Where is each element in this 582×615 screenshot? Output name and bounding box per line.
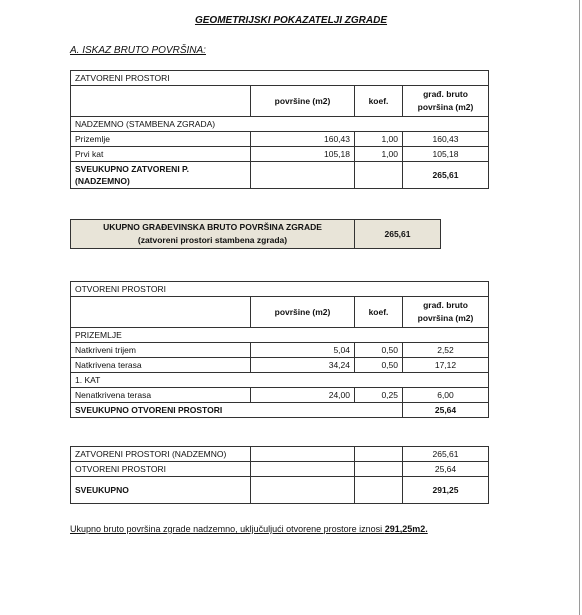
footer-text: Ukupno bruto površina zgrade nadzemno, uključuljući otvorene prostore iznosi bbox=[70, 524, 385, 534]
grand-total-label: SVEUKUPNO bbox=[71, 477, 251, 504]
closed-total-label: SVEUKUPNO ZATVORENI P. (NADZEMNO) bbox=[71, 162, 251, 189]
document-title: GEOMETRIJSKI POKAZATELJI ZGRADE bbox=[194, 15, 388, 26]
row-bruto: 17,12 bbox=[403, 358, 489, 373]
header-empty-cell bbox=[71, 297, 251, 328]
row-koef: 1,00 bbox=[355, 147, 403, 162]
row-value: 265,61 bbox=[403, 447, 489, 462]
open-total-value: 25,64 bbox=[403, 403, 489, 418]
empty-cell bbox=[355, 462, 403, 477]
table-row bbox=[71, 358, 489, 373]
group-nadzemno: NADZEMNO (STAMBENA ZGRADA) bbox=[71, 117, 489, 132]
row-value: 25,64 bbox=[403, 462, 489, 477]
row-koef: 1,00 bbox=[355, 132, 403, 147]
row-area: 160,43 bbox=[251, 132, 355, 147]
header-koef: koef. bbox=[355, 86, 403, 117]
empty-cell bbox=[251, 162, 355, 189]
row-area: 34,24 bbox=[251, 358, 355, 373]
row-area: 24,00 bbox=[251, 388, 355, 403]
row-bruto: 105,18 bbox=[403, 147, 489, 162]
group-1-kat: 1. KAT bbox=[71, 373, 489, 388]
summary-line-1: UKUPNO GRAĐEVINSKA BRUTO POVRŠINA ZGRADE bbox=[103, 222, 322, 232]
row-bruto: 160,43 bbox=[403, 132, 489, 147]
row-bruto: 2,52 bbox=[403, 343, 489, 358]
closed-spaces-table bbox=[70, 70, 489, 189]
open-total-label: SVEUKUPNO OTVORENI PROSTORI bbox=[71, 403, 403, 418]
table-row bbox=[71, 343, 489, 358]
empty-cell bbox=[251, 462, 355, 477]
row-name: Natkrivena terasa bbox=[71, 358, 251, 373]
row-bruto: 6,00 bbox=[403, 388, 489, 403]
grand-total-table bbox=[70, 446, 489, 504]
empty-cell bbox=[355, 162, 403, 189]
open-spaces-table bbox=[70, 281, 489, 418]
row-area: 5,04 bbox=[251, 343, 355, 358]
page-edge bbox=[579, 0, 580, 615]
row-name: OTVORENI PROSTORI bbox=[71, 462, 251, 477]
header-povrsine: površine (m2) bbox=[251, 297, 355, 328]
header-empty-cell bbox=[71, 86, 251, 117]
header-povrsine: površine (m2) bbox=[251, 86, 355, 117]
total-bruto-summary bbox=[70, 219, 441, 249]
header-grad-bruto: građ. bruto površina (m2) bbox=[403, 86, 489, 117]
row-name: Prvi kat bbox=[71, 147, 251, 162]
closed-spaces-title: ZATVORENI PROSTORI bbox=[71, 71, 489, 86]
section-a-title: A. ISKAZ BRUTO POVRŠINA: bbox=[70, 45, 206, 56]
row-koef: 0,50 bbox=[355, 358, 403, 373]
empty-cell bbox=[251, 477, 355, 504]
row-name: Prizemlje bbox=[71, 132, 251, 147]
table-row bbox=[71, 447, 489, 462]
empty-cell bbox=[355, 477, 403, 504]
row-name: Nenatkrivena terasa bbox=[71, 388, 251, 403]
header-koef: koef. bbox=[355, 297, 403, 328]
summary-line-2: (zatvoreni prostori stambena zgrada) bbox=[137, 235, 288, 245]
table-row bbox=[71, 147, 489, 162]
footer-note bbox=[70, 524, 428, 534]
row-koef: 0,25 bbox=[355, 388, 403, 403]
grand-total-value: 291,25 bbox=[403, 477, 489, 504]
row-name: ZATVORENI PROSTORI (NADZEMNO) bbox=[71, 447, 251, 462]
table-row bbox=[71, 462, 489, 477]
table-row bbox=[71, 388, 489, 403]
row-name: Natkriveni trijem bbox=[71, 343, 251, 358]
empty-cell bbox=[355, 447, 403, 462]
table-row bbox=[71, 132, 489, 147]
group-prizemlje: PRIZEMLJE bbox=[71, 328, 489, 343]
summary-value: 265,61 bbox=[355, 220, 441, 249]
header-grad-bruto: građ. bruto površina (m2) bbox=[403, 297, 489, 328]
open-spaces-title: OTVORENI PROSTORI bbox=[71, 282, 489, 297]
empty-cell bbox=[251, 447, 355, 462]
footer-value: 291,25m2. bbox=[384, 524, 428, 534]
summary-label bbox=[71, 220, 355, 249]
row-area: 105,18 bbox=[251, 147, 355, 162]
row-koef: 0,50 bbox=[355, 343, 403, 358]
closed-total-value: 265,61 bbox=[403, 162, 489, 189]
